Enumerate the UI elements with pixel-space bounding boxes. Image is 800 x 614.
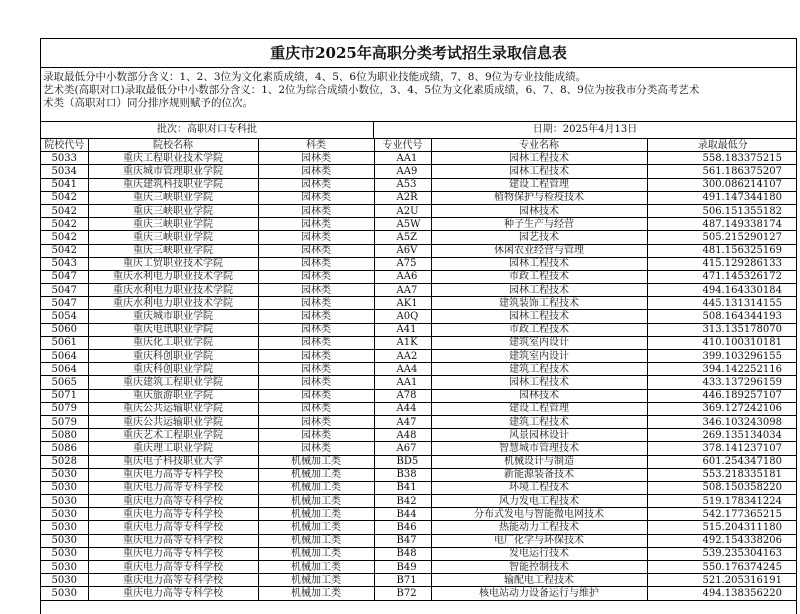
table-row [41, 204, 797, 217]
category-cell: 园林类 [258, 323, 374, 336]
major-code-cell: A2U [374, 204, 431, 217]
major-name-cell: 市政工程技术 [431, 270, 647, 283]
school-name-cell: 重庆旅游职业学院 [88, 389, 258, 402]
category-cell: 园林类 [258, 363, 374, 376]
school-name-cell: 重庆电力高等专科学校 [88, 587, 258, 600]
min-score-cell: 550.176374245 [647, 561, 797, 574]
major-code-cell: A78 [374, 389, 431, 402]
category-cell: 园林类 [258, 231, 374, 244]
category-cell: 园林类 [258, 218, 374, 231]
min-score-cell: 542.177365215 [647, 508, 797, 521]
table-row [41, 244, 797, 257]
table-row [41, 508, 797, 521]
table-row [41, 231, 797, 244]
min-score-cell: 494.164330184 [647, 284, 797, 297]
notes-block [41, 68, 796, 122]
school-code-cell: 5042 [41, 204, 88, 217]
school-name-cell: 重庆化工职业学院 [88, 336, 258, 349]
category-cell: 园林类 [258, 415, 374, 428]
school-name-cell: 重庆三峡职业学院 [88, 218, 258, 231]
school-name-cell: 重庆电力高等专科学校 [88, 521, 258, 534]
min-score-cell: 539.235304163 [647, 547, 797, 560]
min-score-cell: 494.138356220 [647, 587, 797, 600]
table-row [41, 376, 797, 389]
category-cell: 园林类 [258, 191, 374, 204]
school-code-cell: 5030 [41, 521, 88, 534]
note-line: 录取最低分中小数部分含义：1、2、3位为文化素质成绩，4、5、6位为职业技能成绩，7、8、9位为专业技能成绩。 [43, 71, 587, 83]
major-code-cell: A44 [374, 402, 431, 415]
table-row [41, 363, 797, 376]
category-cell: 机械加工类 [258, 574, 374, 587]
category-cell: 园林类 [258, 402, 374, 415]
major-code-cell: A2R [374, 191, 431, 204]
school-code-cell: 5080 [41, 429, 88, 442]
table-row [41, 350, 797, 363]
school-code-cell: 5041 [41, 178, 88, 191]
category-cell: 机械加工类 [258, 508, 374, 521]
school-code-cell: 5030 [41, 574, 88, 587]
table-row [41, 534, 797, 547]
major-name-cell: 园林工程技术 [431, 152, 647, 165]
min-score-cell: 394.142252116 [647, 363, 797, 376]
category-cell: 机械加工类 [258, 455, 374, 468]
school-name-cell: 重庆电子科技职业大学 [88, 455, 258, 468]
school-name-cell: 重庆三峡职业学院 [88, 231, 258, 244]
table-row [41, 323, 797, 336]
school-code-cell: 5047 [41, 270, 88, 283]
category-cell: 机械加工类 [258, 481, 374, 494]
major-code-cell: A1K [374, 336, 431, 349]
school-code-cell: 5060 [41, 323, 88, 336]
category-cell: 园林类 [258, 429, 374, 442]
major-name-cell: 园林工程技术 [431, 165, 647, 178]
min-score-cell: 433.137296159 [647, 376, 797, 389]
major-name-cell: 市政工程技术 [431, 323, 647, 336]
table-row [41, 297, 797, 310]
header-row [41, 139, 797, 152]
school-code-cell: 5034 [41, 165, 88, 178]
table-row [41, 336, 797, 349]
major-name-cell: 建筑工程技术 [431, 415, 647, 428]
category-cell: 机械加工类 [258, 587, 374, 600]
school-name-cell: 重庆三峡职业学院 [88, 204, 258, 217]
school-name-cell: 重庆电力高等专科学校 [88, 574, 258, 587]
school-code-cell: 5030 [41, 495, 88, 508]
major-code-cell: B49 [374, 561, 431, 574]
school-code-cell: 5028 [41, 455, 88, 468]
category-cell: 园林类 [258, 376, 374, 389]
table-row [41, 547, 797, 560]
table-row [41, 561, 797, 574]
min-score-cell: 378.141237107 [647, 442, 797, 455]
school-code-cell: 5043 [41, 257, 88, 270]
school-name-cell: 重庆电讯职业学院 [88, 323, 258, 336]
school-code-cell: 5030 [41, 561, 88, 574]
category-cell: 园林类 [258, 284, 374, 297]
school-name-cell: 重庆电力高等专科学校 [88, 495, 258, 508]
major-code-cell: A6V [374, 244, 431, 257]
min-score-cell: 313.135178070 [647, 323, 797, 336]
min-score-cell: 558.183375215 [647, 152, 797, 165]
school-code-cell: 5030 [41, 547, 88, 560]
major-code-cell: A75 [374, 257, 431, 270]
table-row [41, 270, 797, 283]
school-code-cell: 5061 [41, 336, 88, 349]
table-row [41, 442, 797, 455]
category-cell: 园林类 [258, 178, 374, 191]
major-code-cell: A5Z [374, 231, 431, 244]
major-name-cell: 输配电工程技术 [431, 574, 647, 587]
major-name-cell: 建筑室内设计 [431, 350, 647, 363]
admission-table [41, 139, 797, 601]
min-score-cell: 601.254347180 [647, 455, 797, 468]
major-code-cell: B47 [374, 534, 431, 547]
col-header-category: 科类 [258, 139, 374, 152]
major-code-cell: A0Q [374, 310, 431, 323]
major-name-cell: 智慧城市管理技术 [431, 442, 647, 455]
category-cell: 园林类 [258, 310, 374, 323]
major-code-cell: B38 [374, 468, 431, 481]
major-name-cell: 发电运行技术 [431, 547, 647, 560]
min-score-cell: 346.103243098 [647, 415, 797, 428]
school-name-cell: 重庆电力高等专科学校 [88, 534, 258, 547]
category-cell: 园林类 [258, 270, 374, 283]
school-code-cell: 5071 [41, 389, 88, 402]
min-score-cell: 415.129286133 [647, 257, 797, 270]
min-score-cell: 491.147344180 [647, 191, 797, 204]
school-name-cell: 重庆建筑科技职业学院 [88, 178, 258, 191]
major-code-cell: AA7 [374, 284, 431, 297]
major-name-cell: 建筑装饰工程技术 [431, 297, 647, 310]
major-code-cell: A67 [374, 442, 431, 455]
school-code-cell: 5065 [41, 376, 88, 389]
major-name-cell: 新能源装备技术 [431, 468, 647, 481]
major-name-cell: 园林工程技术 [431, 310, 647, 323]
school-name-cell: 重庆理工职业学院 [88, 442, 258, 455]
min-score-cell: 508.164344193 [647, 310, 797, 323]
school-name-cell: 重庆三峡职业学院 [88, 244, 258, 257]
major-name-cell: 建筑室内设计 [431, 336, 647, 349]
major-code-cell: A41 [374, 323, 431, 336]
major-name-cell: 园林工程技术 [431, 257, 647, 270]
table-row [41, 429, 797, 442]
major-code-cell: B48 [374, 547, 431, 560]
school-name-cell: 重庆科创职业学院 [88, 350, 258, 363]
table-row [41, 402, 797, 415]
col-header-major-code: 专业代号 [374, 139, 431, 152]
category-cell: 园林类 [258, 350, 374, 363]
min-score-cell: 399.103296155 [647, 350, 797, 363]
school-name-cell: 重庆电力高等专科学校 [88, 468, 258, 481]
school-code-cell: 5079 [41, 402, 88, 415]
table-row [41, 178, 797, 191]
school-code-cell: 5042 [41, 244, 88, 257]
major-name-cell: 休闲农业经营与管理 [431, 244, 647, 257]
min-score-cell: 471.145326172 [647, 270, 797, 283]
major-code-cell: A47 [374, 415, 431, 428]
major-name-cell: 风景园林设计 [431, 429, 647, 442]
major-name-cell: 热能动力工程技术 [431, 521, 647, 534]
table-row [41, 587, 797, 600]
major-name-cell: 建设工程管理 [431, 402, 647, 415]
min-score-cell: 519.178341224 [647, 495, 797, 508]
category-cell: 园林类 [258, 204, 374, 217]
major-name-cell: 电厂化学与环保技术 [431, 534, 647, 547]
major-name-cell: 园艺技术 [431, 231, 647, 244]
major-name-cell: 园林技术 [431, 204, 647, 217]
table-row [41, 218, 797, 231]
school-name-cell: 重庆电力高等专科学校 [88, 481, 258, 494]
major-code-cell: AA1 [374, 152, 431, 165]
category-cell: 机械加工类 [258, 495, 374, 508]
major-name-cell: 种子生产与经营 [431, 218, 647, 231]
category-cell: 园林类 [258, 152, 374, 165]
major-code-cell: B72 [374, 587, 431, 600]
min-score-cell: 269.135134034 [647, 429, 797, 442]
note-line: 术类（高职对口）同分排序规则赋予的位次。 [43, 97, 253, 109]
major-code-cell: B46 [374, 521, 431, 534]
school-name-cell: 重庆工程职业技术学院 [88, 152, 258, 165]
min-score-cell: 446.189257107 [647, 389, 797, 402]
school-name-cell: 重庆三峡职业学院 [88, 191, 258, 204]
school-code-cell: 5030 [41, 481, 88, 494]
major-name-cell: 园林技术 [431, 389, 647, 402]
min-score-cell: 410.100310181 [647, 336, 797, 349]
col-header-min-score: 录取最低分 [647, 139, 797, 152]
major-code-cell: B71 [374, 574, 431, 587]
school-name-cell: 重庆电力高等专科学校 [88, 547, 258, 560]
major-code-cell: AA1 [374, 376, 431, 389]
min-score-cell: 300.086214107 [647, 178, 797, 191]
min-score-cell: 521.205316191 [647, 574, 797, 587]
major-code-cell: A53 [374, 178, 431, 191]
table-row [41, 495, 797, 508]
min-score-cell: 561.186375207 [647, 165, 797, 178]
major-code-cell: B44 [374, 508, 431, 521]
min-score-cell: 515.204311180 [647, 521, 797, 534]
category-cell: 机械加工类 [258, 468, 374, 481]
major-name-cell: 核电站动力设备运行与维护 [431, 587, 647, 600]
school-name-cell: 重庆公共运输职业学院 [88, 402, 258, 415]
school-code-cell: 5054 [41, 310, 88, 323]
table-row [41, 574, 797, 587]
school-name-cell: 重庆水利电力职业技术学院 [88, 270, 258, 283]
category-cell: 园林类 [258, 165, 374, 178]
school-name-cell: 重庆城市职业学院 [88, 310, 258, 323]
school-name-cell: 重庆建筑工程职业学院 [88, 376, 258, 389]
table-row [41, 389, 797, 402]
major-code-cell: AA6 [374, 270, 431, 283]
batch-label: 批次：高职对口专科批 [41, 122, 374, 138]
major-name-cell: 环境工程技术 [431, 481, 647, 494]
school-code-cell: 5086 [41, 442, 88, 455]
table-row [41, 310, 797, 323]
min-score-cell: 508.150358220 [647, 481, 797, 494]
table-row [41, 415, 797, 428]
admission-sheet [40, 38, 797, 614]
major-name-cell: 建筑工程技术 [431, 363, 647, 376]
school-code-cell: 5064 [41, 350, 88, 363]
batch-date-row [41, 122, 796, 139]
category-cell: 机械加工类 [258, 547, 374, 560]
school-name-cell: 重庆艺术工程职业学院 [88, 429, 258, 442]
min-score-cell: 487.149338174 [647, 218, 797, 231]
school-name-cell: 重庆城市管理职业学院 [88, 165, 258, 178]
min-score-cell: 492.154338206 [647, 534, 797, 547]
major-name-cell: 智能控制技术 [431, 561, 647, 574]
major-code-cell: AA9 [374, 165, 431, 178]
table-row [41, 257, 797, 270]
school-code-cell: 5079 [41, 415, 88, 428]
school-code-cell: 5047 [41, 297, 88, 310]
school-code-cell: 5042 [41, 218, 88, 231]
major-code-cell: BD5 [374, 455, 431, 468]
school-name-cell: 重庆科创职业学院 [88, 363, 258, 376]
major-name-cell: 风力发电工程技术 [431, 495, 647, 508]
major-code-cell: AA2 [374, 350, 431, 363]
category-cell: 园林类 [258, 442, 374, 455]
min-score-cell: 506.151355182 [647, 204, 797, 217]
table-row [41, 152, 797, 165]
school-code-cell: 5042 [41, 231, 88, 244]
major-code-cell: B41 [374, 481, 431, 494]
school-name-cell: 重庆电力高等专科学校 [88, 561, 258, 574]
table-row [41, 191, 797, 204]
table-row [41, 481, 797, 494]
table-row [41, 521, 797, 534]
note-line: 艺术类(高职对口)录取最低分中小数部分含义：1、2位为综合成绩小数位，3、4、5位为文化素质成绩，6、7、8、9位为按我市分类高考艺术 [43, 84, 700, 96]
school-name-cell: 重庆公共运输职业学院 [88, 415, 258, 428]
category-cell: 园林类 [258, 389, 374, 402]
category-cell: 机械加工类 [258, 534, 374, 547]
school-code-cell: 5042 [41, 191, 88, 204]
table-row [41, 455, 797, 468]
major-code-cell: AA4 [374, 363, 431, 376]
school-code-cell: 5047 [41, 284, 88, 297]
table-row [41, 284, 797, 297]
school-code-cell: 5030 [41, 508, 88, 521]
major-name-cell: 建设工程管理 [431, 178, 647, 191]
major-code-cell: B42 [374, 495, 431, 508]
school-code-cell: 5064 [41, 363, 88, 376]
school-name-cell: 重庆电力高等专科学校 [88, 508, 258, 521]
min-score-cell: 445.131314155 [647, 297, 797, 310]
min-score-cell: 481.156325169 [647, 244, 797, 257]
major-code-cell: AK1 [374, 297, 431, 310]
major-name-cell: 园林工程技术 [431, 376, 647, 389]
date-label: 日期：2025年4月13日 [532, 124, 638, 135]
school-name-cell: 重庆水利电力职业技术学院 [88, 297, 258, 310]
school-code-cell: 5030 [41, 587, 88, 600]
col-header-school-name: 院校名称 [88, 139, 258, 152]
category-cell: 园林类 [258, 336, 374, 349]
school-code-cell: 5030 [41, 468, 88, 481]
major-code-cell: A48 [374, 429, 431, 442]
major-code-cell: A5W [374, 218, 431, 231]
table-row [41, 468, 797, 481]
major-name-cell: 植物保护与检疫技术 [431, 191, 647, 204]
min-score-cell: 369.127242106 [647, 402, 797, 415]
min-score-cell: 505.215290127 [647, 231, 797, 244]
category-cell: 机械加工类 [258, 521, 374, 534]
category-cell: 园林类 [258, 257, 374, 270]
school-name-cell: 重庆水利电力职业技术学院 [88, 284, 258, 297]
major-name-cell: 机械设计与制造 [431, 455, 647, 468]
table-row [41, 165, 797, 178]
col-header-school-code: 院校代号 [41, 139, 88, 152]
col-header-major-name: 专业名称 [431, 139, 647, 152]
category-cell: 园林类 [258, 244, 374, 257]
major-name-cell: 园林工程技术 [431, 284, 647, 297]
school-name-cell: 重庆工贸职业技术学院 [88, 257, 258, 270]
school-code-cell: 5030 [41, 534, 88, 547]
category-cell: 机械加工类 [258, 561, 374, 574]
sheet-title: 重庆市2025年高职分类考试招生录取信息表 [41, 39, 796, 68]
school-code-cell: 5033 [41, 152, 88, 165]
major-name-cell: 分布式发电与智能微电网技术 [431, 508, 647, 521]
min-score-cell: 553.218335181 [647, 468, 797, 481]
category-cell: 园林类 [258, 297, 374, 310]
